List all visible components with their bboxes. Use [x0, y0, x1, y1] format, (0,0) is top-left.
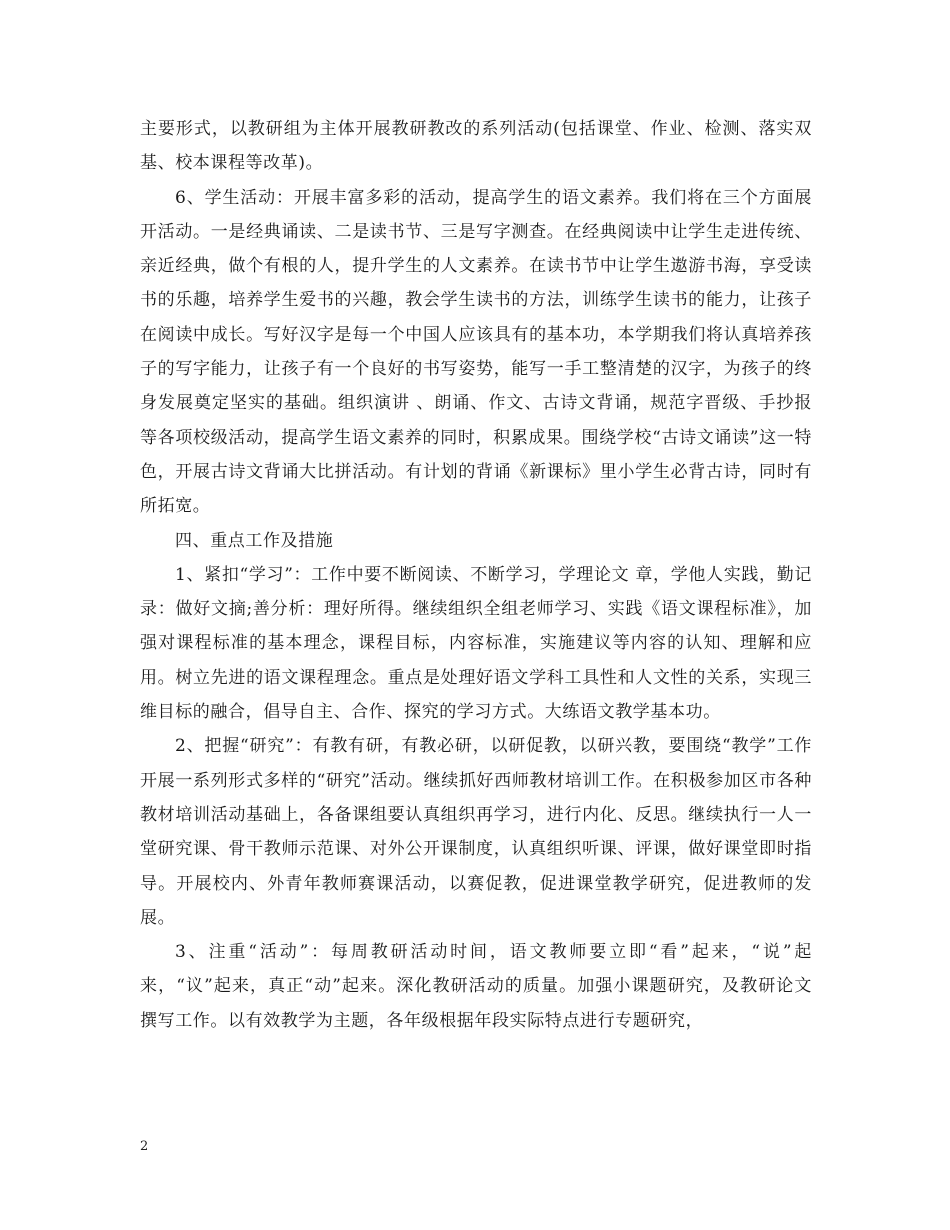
page-number: 2 [140, 1139, 149, 1154]
paragraph-4: 2、把握“研究”：有教有研，有教必研，以研促教，以研兴教，要围绕“教学”工作开展一系列形式多样的“研究”活动。继续抓好西师教材培训工作。在积极参加区市各种教材培训活动基础上，各备课组要认真组织再学习，进行内化、反思。继续执行一人一堂研究课、骨干教师示范课、对外公开课制度，认真组织听课、评课，做好课堂即时指导。开展校内、外青年教师赛课活动，以赛促教，促进课堂教学研究，促进教师的发展。 [140, 736, 812, 928]
paragraph-5: 3、注重“活动”：每周教研活动时间，语文教师要立即“看”起来，“说”起来，“议”起来，真正“动”起来。深化教研活动的质量。加强小课题研究，及教研论文 撰写工作。以有效教学为主题，各年级根据年段实际特点进行专题研究， [140, 942, 812, 1031]
paragraph-3: 1、紧扣“学习”：工作中要不断阅读、不断学习，学理论文 章，学他人实践，勤记录：做好文摘;善分析：理好所得。继续组织全组老师学习、实践《语文课程标准》，加强对课程标准的基本理念，课程目标，内容标准，实施建议等内容的认知、理解和应用。树立先进的语文课程理念。重点是处理好语文学科工具性和人文性的关系，实现三维目标的融合，倡导自主、合作、探究的学习方式。大练语文教学基本功。 [140, 564, 812, 723]
document-body [140, 112, 812, 1038]
section-heading: 四、重点工作及措施 [175, 530, 334, 551]
paragraph-1: 主要形式，以教研组为主体开展教研教改的系列活动(包括课堂、作业、检测、落实双基、校本课程等改革)。 [140, 119, 812, 174]
paragraph-2: 6、学生活动：开展丰富多彩的活动，提高学生的语文素养。我们将在三个方面展开活动。一是经典诵读、二是读书节、三是写字测查。在经典阅读中让学生走进传统、亲近经典，做个有根的人，提升学生的人文素养。在读书节中让学生遨游书海，享受读书的乐趣，培养学生爱书的兴趣，教会学生读书的方法，训练学生读书的能力，让孩子在阅读中成长。写好汉字是每一个中国人应该具有的基本功，本学期我们将认真培养孩子的写字能力，让孩子有一个良好的书写姿势，能写一手工整清楚的汉字，为孩子的终身发展奠定坚实的基础。组织演讲 、朗诵、作文、古诗文背诵，规范字晋级、手抄报等各项校级活动，提高学生语文素养的同时，积累成果。围绕学校“古诗文诵读”这一特色，开展古诗文背诵大比拼活动。有计划的背诵《新课标》里小学生必背古诗，同时有所拓宽。 [140, 187, 812, 517]
